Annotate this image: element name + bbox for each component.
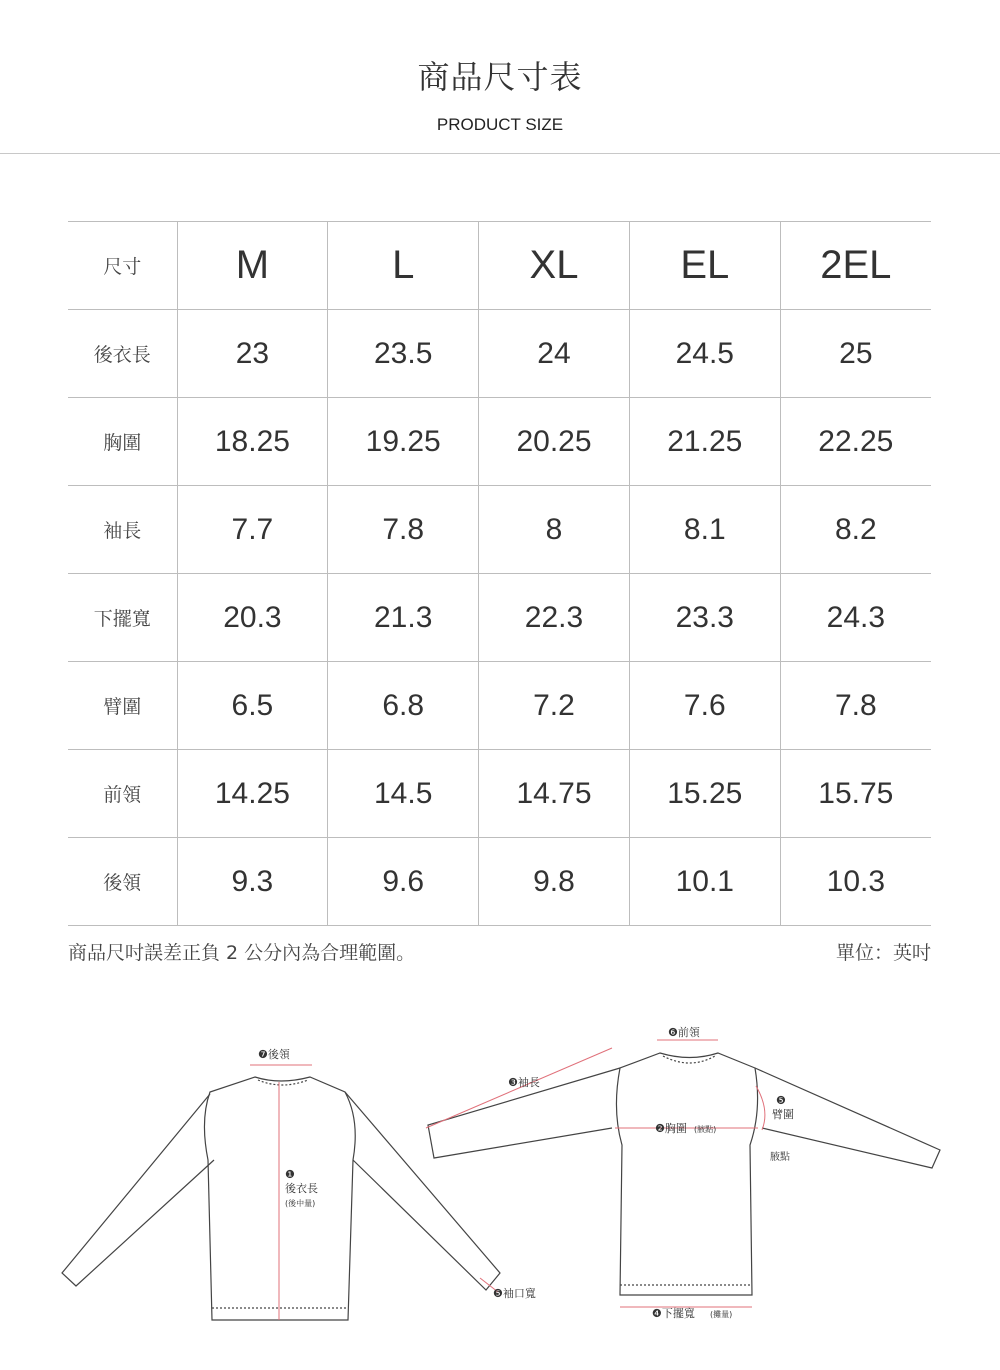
size-el: EL bbox=[629, 222, 780, 310]
tolerance-note: 商品尺吋誤差正負 2 公分內為合理範圍。 bbox=[68, 942, 416, 964]
size-table bbox=[68, 221, 931, 926]
row-label: 胸圍 bbox=[68, 398, 177, 486]
table-cell: 7.8 bbox=[328, 486, 479, 574]
back-length-number: ❶ bbox=[285, 1168, 295, 1181]
page-title: 商品尺寸表 bbox=[417, 58, 583, 96]
table-cell: 14.5 bbox=[328, 750, 479, 838]
table-cell: 9.3 bbox=[177, 838, 328, 926]
sleeve-length-label: ❸袖長 bbox=[508, 1076, 540, 1089]
table-cell: 25 bbox=[780, 310, 931, 398]
table-cell: 14.75 bbox=[479, 750, 630, 838]
back-length-note: (後中量) bbox=[285, 1199, 316, 1208]
table-cell: 22.25 bbox=[780, 398, 931, 486]
table-cell: 7.8 bbox=[780, 662, 931, 750]
size-xl: XL bbox=[479, 222, 630, 310]
table-cell: 23.5 bbox=[328, 310, 479, 398]
table-row bbox=[68, 838, 931, 926]
row-label: 前領 bbox=[68, 750, 177, 838]
back-view-shirt bbox=[62, 1077, 500, 1320]
table-cell: 20.3 bbox=[177, 574, 328, 662]
row-label: 袖長 bbox=[68, 486, 177, 574]
table-cell: 6.5 bbox=[177, 662, 328, 750]
table-cell: 14.25 bbox=[177, 750, 328, 838]
table-cell: 24.5 bbox=[629, 310, 780, 398]
table-row bbox=[68, 750, 931, 838]
corner-label: 尺寸 bbox=[68, 222, 177, 310]
cuff-width-label: ❺袖口寬 bbox=[493, 1287, 536, 1300]
arm-label: 臂圍 bbox=[772, 1108, 794, 1121]
header-divider bbox=[0, 153, 1000, 154]
table-cell: 7.6 bbox=[629, 662, 780, 750]
size-l: L bbox=[328, 222, 479, 310]
table-cell: 24.3 bbox=[780, 574, 931, 662]
row-label: 後領 bbox=[68, 838, 177, 926]
table-cell: 10.1 bbox=[629, 838, 780, 926]
table-cell: 21.3 bbox=[328, 574, 479, 662]
garment-illustration bbox=[0, 1010, 1000, 1360]
table-cell: 18.25 bbox=[177, 398, 328, 486]
chest-note: (腋點) bbox=[694, 1125, 717, 1134]
front-neck-label: ❻前領 bbox=[668, 1026, 700, 1039]
table-cell: 23 bbox=[177, 310, 328, 398]
table-row bbox=[68, 310, 931, 398]
row-label: 後衣長 bbox=[68, 310, 177, 398]
table-row bbox=[68, 398, 931, 486]
page-subtitle: PRODUCT SIZE bbox=[436, 115, 564, 134]
table-cell: 7.7 bbox=[177, 486, 328, 574]
table-cell: 15.25 bbox=[629, 750, 780, 838]
back-length-label: 後衣長 bbox=[285, 1182, 318, 1195]
table-cell: 23.3 bbox=[629, 574, 780, 662]
table-cell: 20.25 bbox=[479, 398, 630, 486]
size-header-row bbox=[68, 222, 931, 310]
unit-note: 單位：英吋 bbox=[835, 942, 931, 964]
front-view-shirt bbox=[428, 1053, 940, 1295]
size-m: M bbox=[177, 222, 328, 310]
table-cell: 8.2 bbox=[780, 486, 931, 574]
table-cell: 19.25 bbox=[328, 398, 479, 486]
back-neck-label: ❼後領 bbox=[258, 1048, 290, 1061]
measurement-diagram bbox=[0, 1010, 1000, 1360]
table-cell: 8 bbox=[479, 486, 630, 574]
arm-number: ❺ bbox=[776, 1094, 786, 1107]
table-row bbox=[68, 486, 931, 574]
table-row bbox=[68, 574, 931, 662]
table-cell: 9.6 bbox=[328, 838, 479, 926]
row-label: 臂圍 bbox=[68, 662, 177, 750]
row-label: 下擺寬 bbox=[68, 574, 177, 662]
table-cell: 24 bbox=[479, 310, 630, 398]
table-cell: 10.3 bbox=[780, 838, 931, 926]
table-cell: 9.8 bbox=[479, 838, 630, 926]
table-cell: 15.75 bbox=[780, 750, 931, 838]
table-cell: 6.8 bbox=[328, 662, 479, 750]
hem-note: (攤量) bbox=[710, 1310, 733, 1319]
table-row bbox=[68, 662, 931, 750]
table-cell: 22.3 bbox=[479, 574, 630, 662]
table-cell: 8.1 bbox=[629, 486, 780, 574]
table-cell: 7.2 bbox=[479, 662, 630, 750]
size-2el: 2EL bbox=[780, 222, 931, 310]
page-header bbox=[0, 0, 1000, 154]
hem-label: ❹下擺寬 bbox=[652, 1307, 695, 1320]
armpit-label: 腋點 bbox=[770, 1152, 790, 1163]
chest-label: ❷胸圍 bbox=[655, 1122, 687, 1135]
table-cell: 21.25 bbox=[629, 398, 780, 486]
